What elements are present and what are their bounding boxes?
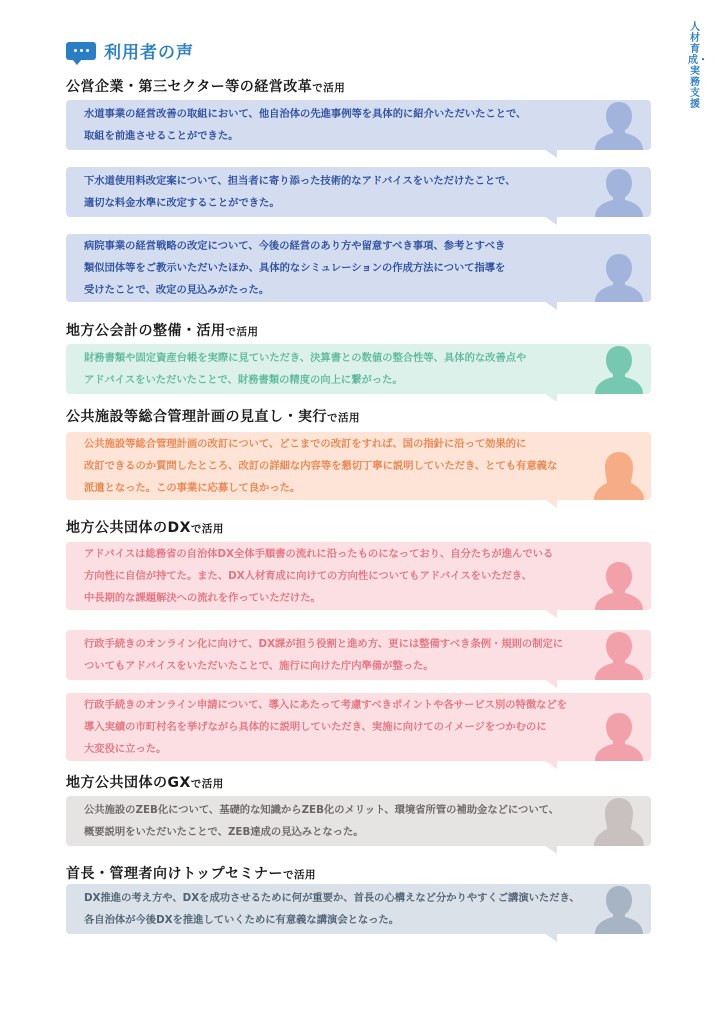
section-title-top-seminar: 首長・管理者向けトップセミナーで活用 (66, 866, 316, 882)
speech-bubble-icon (66, 42, 96, 60)
comment-bubble (66, 796, 651, 846)
comment-line: 各自治体が今後DXを推進していくために有意義な講演会となった。 (84, 914, 400, 926)
comment-line: 改訂できるのか質問したところ、改訂の詳細な内容等を懇切丁寧に説明していただき、とても有意義な (84, 460, 558, 472)
person-icon (591, 448, 647, 500)
comment-line: 病院事業の経営戦略の改定について、今後の経営のあり方や留意すべき事項、参考とすべき (84, 240, 506, 252)
person-icon (591, 709, 647, 761)
comment-line: 受けたことで、改定の見込みがたった。 (84, 284, 270, 296)
person-icon (591, 882, 647, 934)
section-title-facility-management: 公共施設等総合管理計画の見直し・実行で活用 (66, 409, 360, 425)
page-title: 利用者の声 (104, 43, 194, 63)
section-title-gx: 地方公共団体のGXで活用 (66, 775, 224, 791)
comment-line: 財務書類や固定資産台帳を実際に見ていただき、決算書との数値の整合性等、具体的な改善点や (84, 352, 527, 364)
person-icon (591, 342, 647, 394)
comment-line: 大変役に立った。 (84, 743, 167, 755)
comment-line: 派遣となった。この事業に応募して良かった。 (84, 482, 301, 494)
person-icon (591, 794, 647, 846)
comment-bubble (66, 693, 651, 761)
comment-line: アドバイスは総務省の自治体DX全体手順書の流れに沿ったものになっており、自分たちが進んでいる (84, 548, 554, 560)
comment-bubble (66, 344, 651, 394)
comment-bubble (66, 432, 651, 500)
person-icon (591, 628, 647, 680)
comment-line: 取組を前進させることができた。 (84, 130, 239, 142)
person-icon (591, 250, 647, 302)
comment-line: 公共施設のZEB化について、基礎的な知識からZEB化のメリット、環境省所管の補助金などについて、 (84, 804, 560, 816)
comment-bubble (66, 167, 651, 217)
comment-line: 類似団体等をご教示いただいたほか、具体的なシミュレーションの作成方法について指導を (84, 262, 506, 274)
person-icon (591, 98, 647, 150)
comment-bubble (66, 630, 651, 680)
comment-bubble (66, 234, 651, 302)
comment-line: 行政手続きのオンライン申請について、導入にあたって考慮すべきポイントや各サービス別の特徴などを (84, 699, 568, 711)
comment-line: 下水道使用料改定案について、担当者に寄り添った技術的なアドバイスをいただけたことで、 (84, 175, 516, 187)
comment-bubble (66, 100, 651, 150)
side-category-label: 人材育成・実務支援 (688, 22, 708, 110)
comment-bubble (66, 884, 651, 934)
section-title-public-enterprise: 公営企業・第三セクター等の経営改革で活用 (66, 79, 346, 95)
comment-line: 公共施設等総合管理計画の改訂について、どこまでの改訂をすれば、国の指針に沿って効果的に (84, 438, 527, 450)
section-title-public-accounting: 地方公会計の整備・活用で活用 (66, 323, 259, 339)
comment-line: アドバイスをいただいたことで、財務書類の精度の向上に繋がった。 (84, 374, 403, 386)
comment-line: DX推進の考え方や、DXを成功させるために何が重要か、首長の心構えなど分かりやすくご講演いただき、 (84, 892, 580, 904)
comment-line: 中長期的な課題解決への流れを作っていただけた。 (84, 592, 321, 604)
comment-line: 概要説明をいただいたことで、ZEB達成の見込みとなった。 (84, 826, 364, 838)
comment-line: ついてもアドバイスをいただいたことで、施行に向けた庁内準備が整った。 (84, 660, 434, 672)
comment-line: 導入実績の市町村名を挙げながら具体的に説明していただき、実施に向けてのイメージをつかむのに (84, 721, 547, 733)
comment-line: 適切な料金水準に改定することができた。 (84, 197, 280, 209)
comment-line: 水道事業の経営改善の取組において、他自治体の先進事例等を具体的に紹介いただいたことで、 (84, 108, 527, 120)
person-icon (591, 165, 647, 217)
comment-line: 行政手続きのオンライン化に向けて、DX課が担う役割と進め方、更には整備すべき条例・規則の制定に (84, 638, 564, 650)
section-title-dx: 地方公共団体のDXで活用 (66, 520, 224, 536)
comment-line: 方向性に自信が持てた。また、DX人材育成に向けての方向性についてもアドバイスをいただき、 (84, 570, 533, 582)
person-icon (591, 558, 647, 610)
page-header (66, 38, 194, 63)
comment-bubble (66, 542, 651, 610)
